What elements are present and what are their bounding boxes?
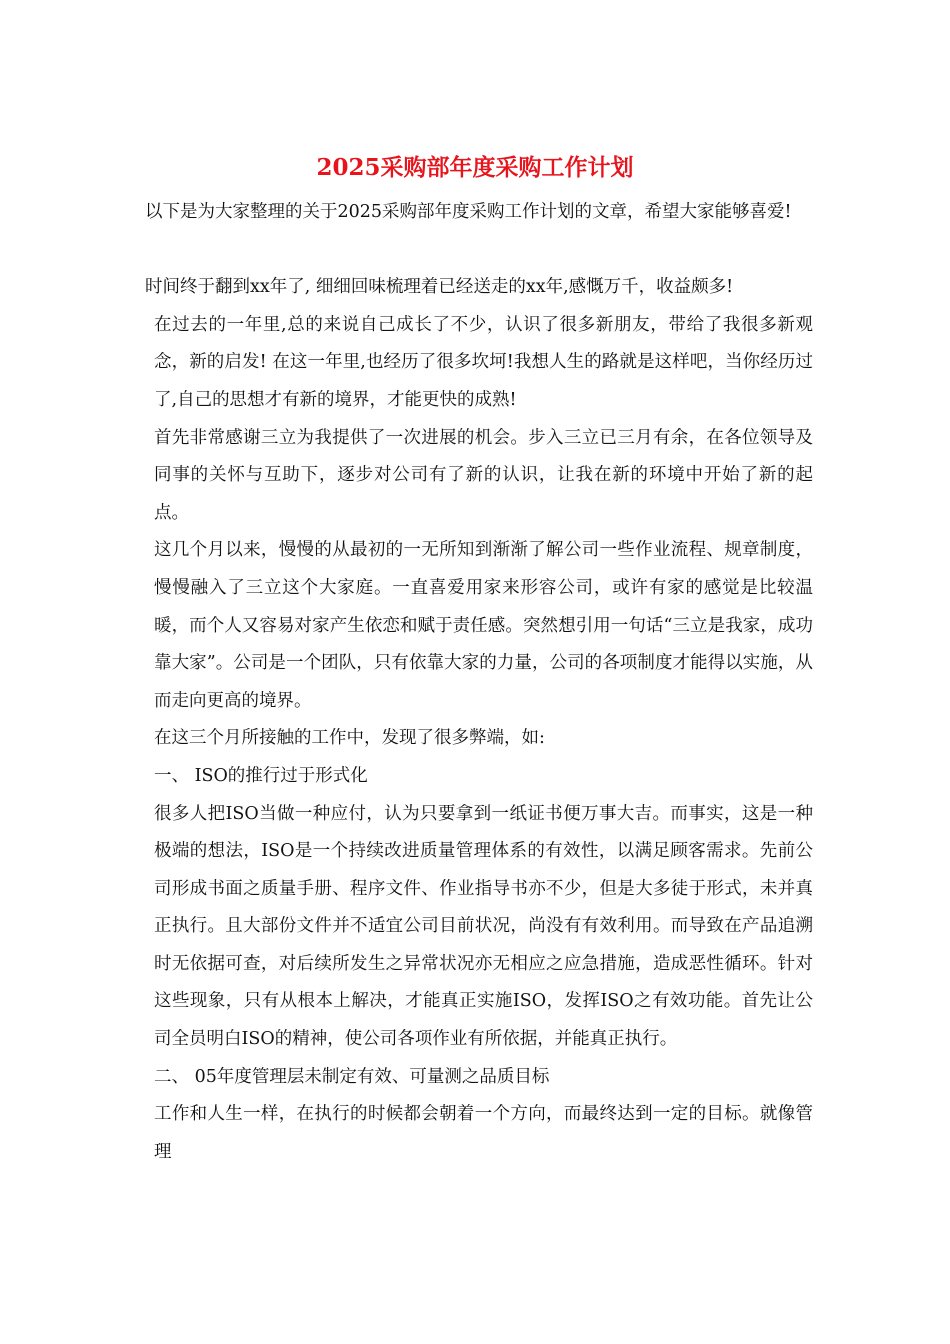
document-body [145, 194, 813, 1171]
body-paragraph: 首先非常感谢三立为我提供了一次进展的机会。步入三立已三月有余，在各位领导及同事的关怀与互助下，逐步对公司有了新的认识，让我在新的环境中开始了新的起点。 [154, 427, 813, 523]
section-heading-1: 一、 ISO的推行过于形式化 [154, 765, 368, 786]
body-paragraph: 很多人把ISO当做一种应付，认为只要拿到一纸证书便万事大吉。而事实，这是一种极端的想法，ISO是一个持续改进质量管理体系的有效性，以满足顾客需求。先前公司形成书面之质量手册、程序文件、作业指导书亦不少，但是大多徒于形式，未并真正执行。且大部份文件并不适宜公司目前状况，尚没有有效利用。而导致在产品追溯时无依据可查，对后续所发生之异常状况亦无相应之应急措施，造成恶性循环。针对这些现象，只有从根本上解决，才能真正实施ISO，发挥ISO之有效功能。首先让公司全员明白ISO的精神，使公司各项作业有所依据，并能真正执行。 [154, 803, 813, 1050]
body-paragraph: 时间终于翻到xx年了, 细细回味梳理着已经送走的xx年,感慨万千，收益颇多! [145, 277, 734, 298]
document-title: 2025采购部年度采购工作计划 [316, 154, 634, 181]
body-paragraph: 在这三个月所接触的工作中，发现了很多弊端，如: [154, 728, 545, 749]
body-paragraph: 这几个月以来，慢慢的从最初的一无所知到渐渐了解公司一些作业流程、规章制度，慢慢融入了三立这个大家庭。一直喜爱用家来形容公司，或许有家的感觉是比较温暖，而个人又容易对家产生依恋和赋于责任感。突然想引用一句话“三立是我家，成功靠大家”。公司是一个团队，只有依靠大家的力量，公司的各项制度才能得以实施，从而走向更高的境界。 [154, 540, 813, 711]
section-heading-2: 二、 05年度管理层未制定有效、可量测之品质目标 [154, 1066, 550, 1087]
intro-paragraph: 以下是为大家整理的关于2025采购部年度采购工作计划的文章，希望大家能够喜爱! [145, 202, 792, 222]
blank-line [145, 232, 813, 270]
body-paragraph: 工作和人生一样，在执行的时候都会朝着一个方向，而最终达到一定的目标。就像管理 [154, 1104, 813, 1162]
body-paragraph: 在过去的一年里,总的来说自己成长了不少，认识了很多新朋友，带给了我很多新观念，新的启发! 在这一年里,也经历了很多坎坷!我想人生的路就是这样吧，当你经历过了,自己的思想才有新的境界，才能更快的成熟! [154, 314, 813, 410]
